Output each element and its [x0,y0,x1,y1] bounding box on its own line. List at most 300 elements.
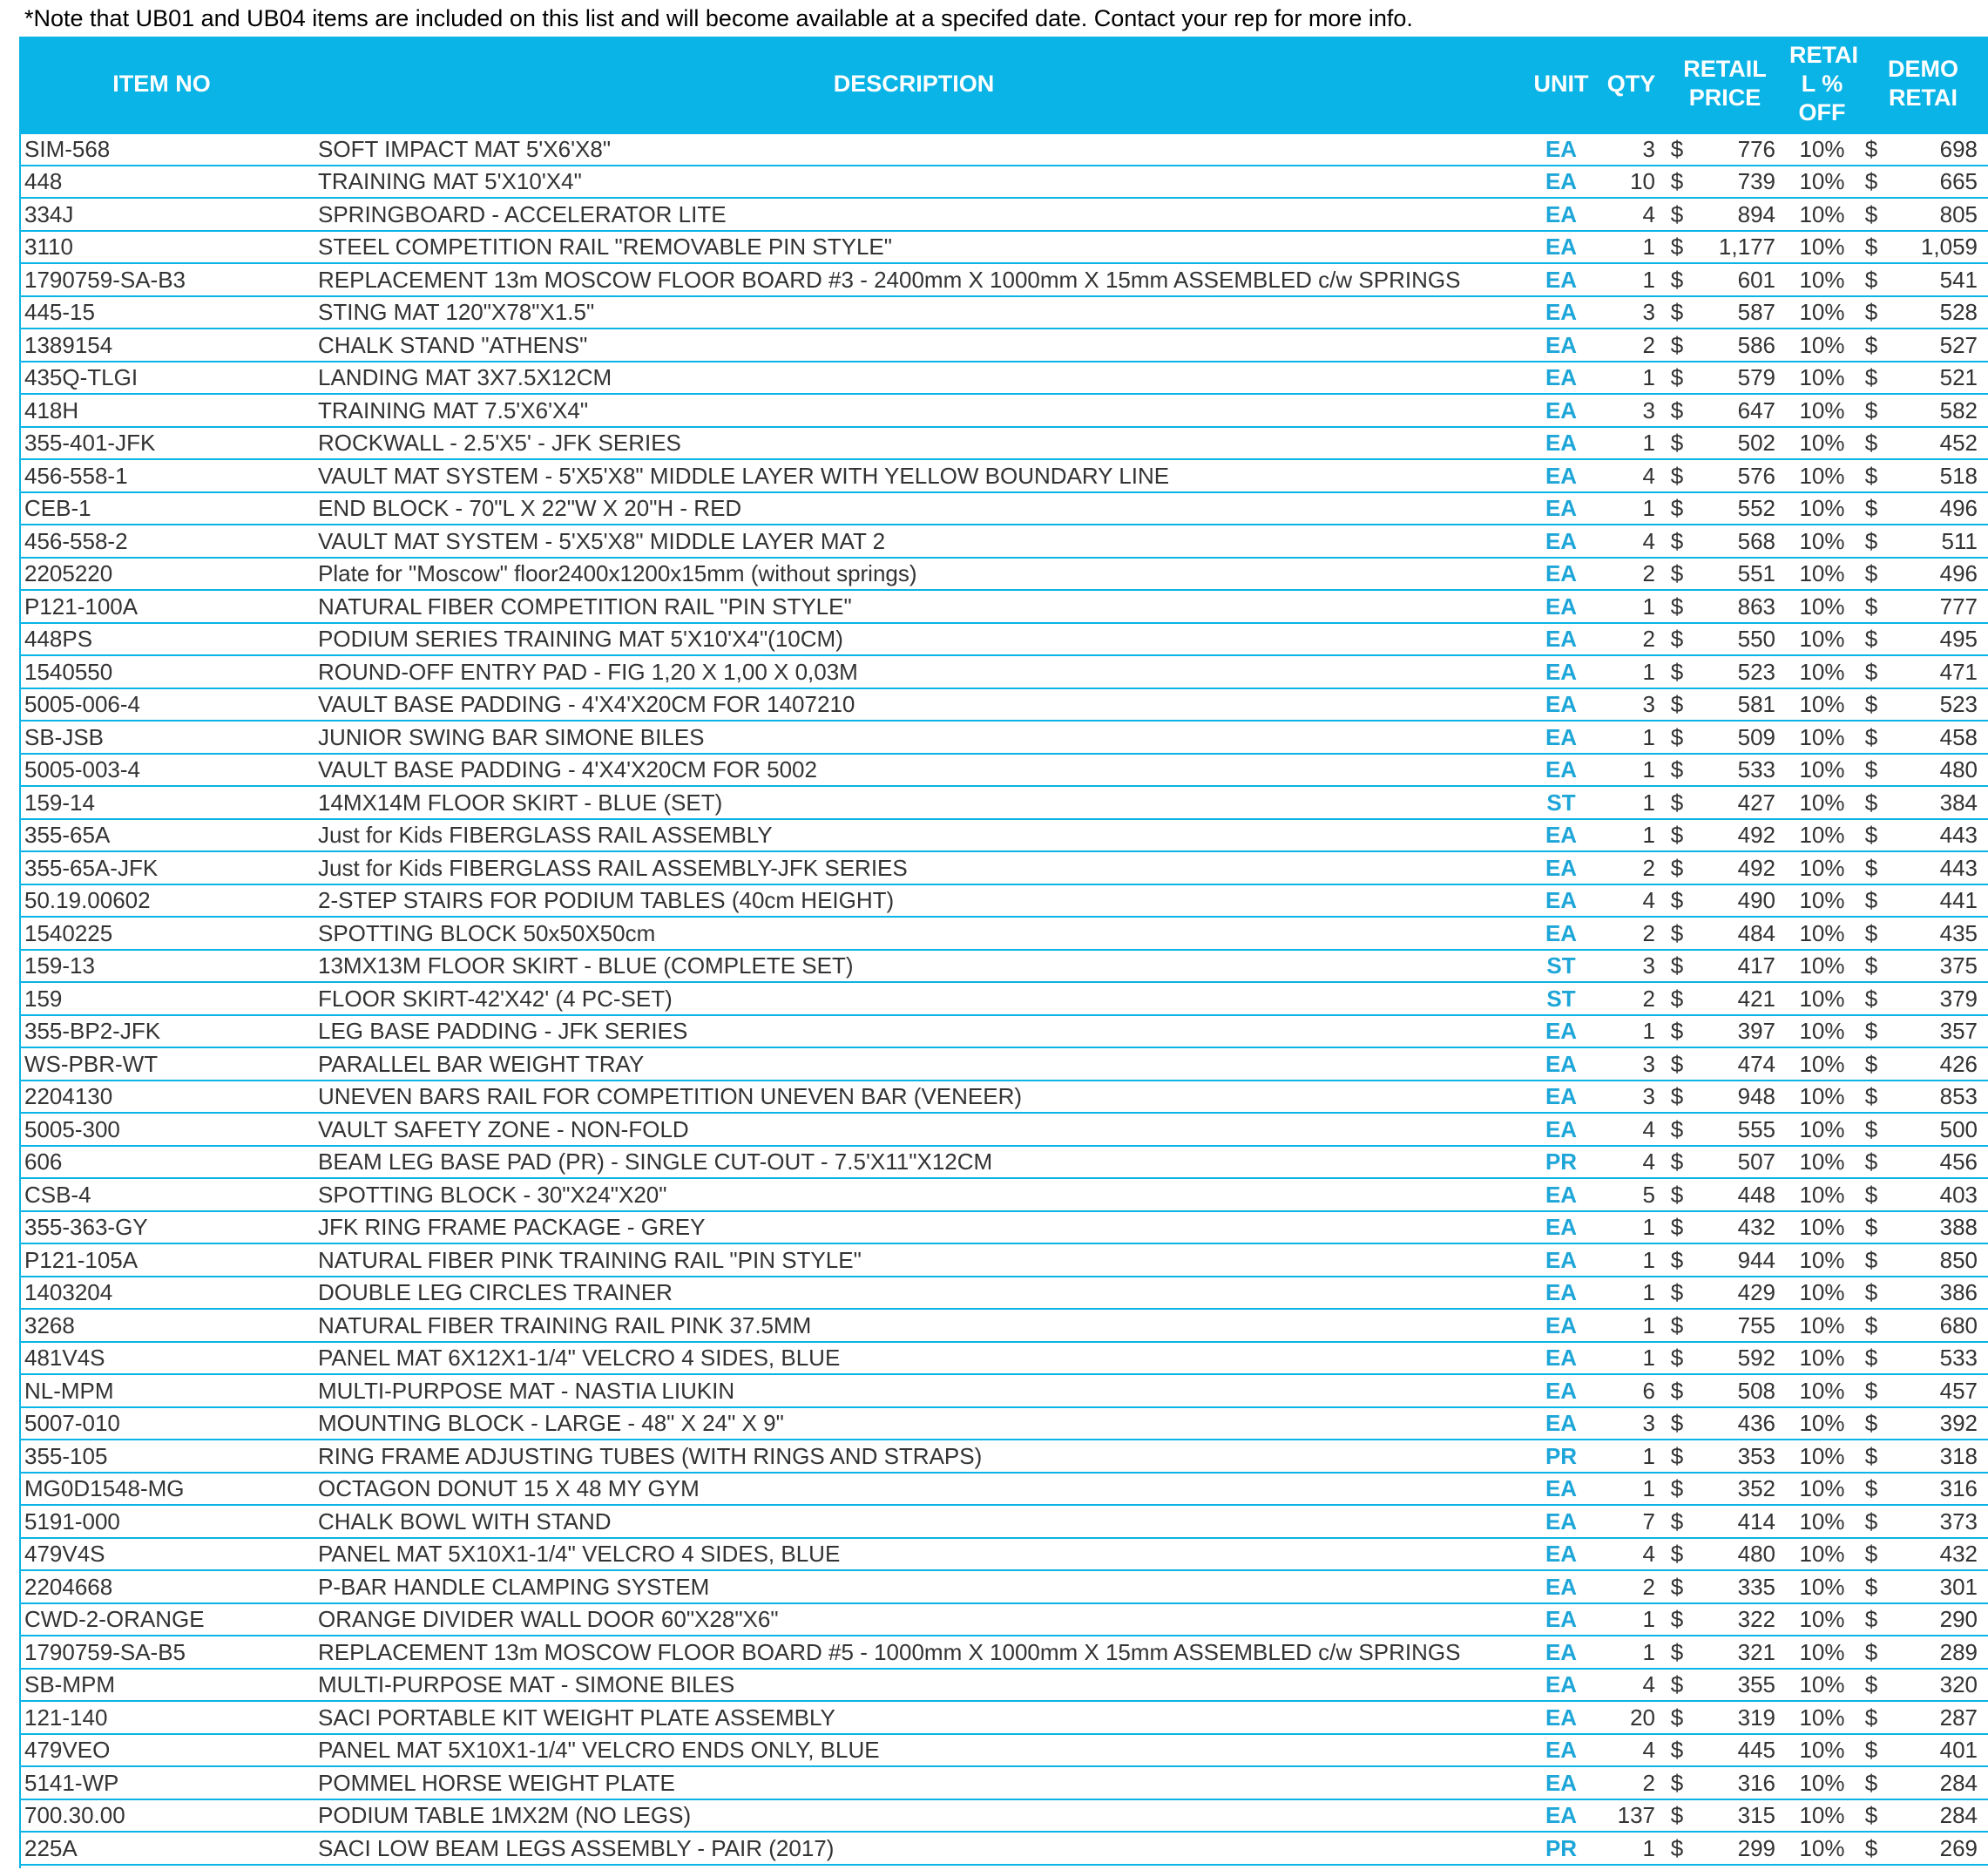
table-row[interactable] [19,819,1988,852]
description-cell: FLOOR SKIRT-42'X42' (4 PC-SET) [304,982,1524,1015]
demo-currency-cell: $ [1858,819,1884,852]
retail-currency-cell: $ [1664,950,1690,983]
retail-pct-off-cell: 10% [1786,427,1858,460]
retail-currency-cell: $ [1664,1440,1690,1473]
table-row[interactable] [19,1832,1988,1865]
item-no-cell: P121-105A [19,1243,304,1277]
item-no-cell: 5007-010 [19,1407,304,1440]
unit-cell: EA [1524,394,1599,427]
unit-cell: EA [1524,1636,1599,1669]
demo-retail-cell: 523 [1884,688,1988,722]
item-no-cell: SIM-568 [19,132,304,166]
retail-price-cell: 474 [1690,1047,1786,1081]
demo-retail-cell: 375 [1884,950,1988,983]
table-row[interactable] [19,1277,1988,1310]
item-no-cell: 606 [19,1146,304,1179]
table-row[interactable] [19,851,1988,884]
item-no-cell: 355-105 [19,1440,304,1473]
retail-pct-off-cell: 10% [1786,1342,1858,1375]
item-no-cell: SB-JSB [19,721,304,754]
description-cell: SPRINGBOARD - ACCELERATOR LITE [304,198,1524,231]
item-no-cell: 50.19.00602 [19,884,304,918]
demo-retail-cell: 533 [1884,1342,1988,1375]
retail-currency-cell: $ [1664,525,1690,558]
item-no-cell: 5191-000 [19,1505,304,1538]
demo-currency-cell: $ [1858,525,1884,558]
unit-cell: EA [1524,1505,1599,1538]
table-row[interactable] [19,623,1988,656]
table-row[interactable] [19,1440,1988,1473]
qty-cell: 2 [1599,623,1664,656]
table-row[interactable] [19,263,1988,296]
retail-price-cell: 587 [1690,296,1786,329]
description-cell: BEAM LEG BASE PAD (PR) - SINGLE CUT-OUT - 7.5'X11"X12CM [304,1146,1524,1179]
table-row[interactable] [19,1211,1988,1244]
retail-price-cell: 586 [1690,329,1786,362]
retail-pct-off-cell: 10% [1786,1211,1858,1244]
retail-pct-off-cell: 10% [1786,655,1858,688]
item-no-cell: 355-363-GY [19,1211,304,1244]
table-row[interactable] [19,1015,1988,1048]
retail-currency-cell: $ [1664,1505,1690,1538]
description-cell: NATURAL FIBER COMPETITION RAIL "PIN STYLE" [304,590,1524,623]
item-no-cell: 2205220 [19,558,304,591]
retail-pct-off-cell: 10% [1786,1734,1858,1767]
table-row[interactable] [19,1538,1988,1571]
qty-cell: 3 [1599,132,1664,166]
demo-retail-cell: 777 [1884,590,1988,623]
retail-pct-off-cell: 10% [1786,1832,1858,1865]
retail-currency-cell: $ [1664,1538,1690,1571]
retail-currency-cell: $ [1664,394,1690,427]
retail-price-cell: 448 [1690,1178,1786,1211]
header-demo-retail[interactable] [1858,37,1988,132]
retail-currency-cell: $ [1664,1342,1690,1375]
demo-retail-cell: 850 [1884,1243,1988,1277]
table-row[interactable] [19,688,1988,722]
demo-retail-cell: 456 [1884,1146,1988,1179]
retail-price-cell: 507 [1690,1146,1786,1179]
item-no-cell: 435Q-TLGI [19,362,304,395]
retail-currency-cell: $ [1664,1669,1690,1702]
demo-retail-cell: 1,059 [1884,231,1988,264]
table-row[interactable] [19,1636,1988,1669]
retail-currency-cell: $ [1664,1211,1690,1244]
retail-pct-off-cell: 10% [1786,917,1858,950]
unit-cell: EA [1524,1669,1599,1702]
qty-cell: 7 [1599,1505,1664,1538]
demo-retail-cell: 480 [1884,754,1988,787]
retail-pct-off-cell: 10% [1786,1570,1858,1603]
demo-retail-cell: 384 [1884,786,1988,819]
demo-retail-cell: 316 [1884,1473,1988,1506]
retail-price-cell: 490 [1690,884,1786,918]
item-no-cell: 225A [19,1832,304,1865]
demo-retail-cell: 680 [1884,1309,1988,1342]
header-retail-price[interactable] [1664,37,1786,132]
retail-currency-cell: $ [1664,1766,1690,1799]
retail-pct-off-cell: 10% [1786,950,1858,983]
demo-currency-cell: $ [1858,851,1884,884]
table-row[interactable] [19,1178,1988,1211]
qty-cell: 2 [1599,851,1664,884]
table-row[interactable] [19,558,1988,591]
demo-retail-cell: 284 [1884,1766,1988,1799]
table-row[interactable] [19,1799,1988,1833]
table-row[interactable] [19,917,1988,950]
demo-currency-cell: $ [1858,459,1884,492]
unit-cell: EA [1524,590,1599,623]
retail-currency-cell: $ [1664,1113,1690,1146]
table-row[interactable] [19,427,1988,460]
description-cell: SOFT IMPACT MAT 5'X6'X8" [304,132,1524,166]
qty-cell: 3 [1599,394,1664,427]
qty-cell: 6 [1599,1374,1664,1407]
description-cell: END BLOCK - 70"L X 22"W X 20"H - RED [304,492,1524,525]
demo-retail-cell: 392 [1884,1407,1988,1440]
retail-price-cell: 480 [1690,1538,1786,1571]
demo-currency-cell: $ [1858,1342,1884,1375]
table-row[interactable] [19,1570,1988,1603]
table-row[interactable] [19,231,1988,264]
header-retail-pct-off[interactable] [1786,37,1858,132]
demo-currency-cell: $ [1858,1113,1884,1146]
retail-price-cell: 508 [1690,1374,1786,1407]
demo-currency-cell: $ [1858,917,1884,950]
retail-pct-off-cell: 10% [1786,459,1858,492]
retail-price-cell: 894 [1690,198,1786,231]
table-row[interactable] [19,1701,1988,1734]
retail-pct-off-cell: 10% [1786,884,1858,918]
unit-cell: EA [1524,754,1599,787]
demo-currency-cell: $ [1858,231,1884,264]
retail-pct-off-cell: 10% [1786,132,1858,166]
retail-price-cell: 432 [1690,1211,1786,1244]
table-header-row [19,37,1988,132]
retail-pct-off-cell: 10% [1786,1178,1858,1211]
table-row[interactable] [19,1243,1988,1277]
description-cell: CHALK STAND "ATHENS" [304,329,1524,362]
item-no-cell: 334J [19,198,304,231]
table-row[interactable] [19,166,1988,199]
table-row[interactable] [19,459,1988,492]
qty-cell: 4 [1599,1734,1664,1767]
retail-currency-cell: $ [1664,1799,1690,1833]
description-cell: TRAINING MAT 7.5'X6'X4" [304,394,1524,427]
table-row[interactable] [19,1603,1988,1636]
retail-price-cell: 335 [1690,1570,1786,1603]
item-no-cell: 5005-003-4 [19,754,304,787]
table-row[interactable] [19,1342,1988,1375]
demo-currency-cell: $ [1858,492,1884,525]
unit-cell: ST [1524,982,1599,1015]
demo-currency-cell: $ [1858,1015,1884,1048]
retail-price-cell: 492 [1690,851,1786,884]
retail-pct-off-cell: 10% [1786,1766,1858,1799]
retail-price-cell: 948 [1690,1081,1786,1114]
retail-currency-cell: $ [1664,1603,1690,1636]
table-row[interactable] [19,132,1988,166]
qty-cell: 4 [1599,1146,1664,1179]
description-cell: VAULT BASE PADDING - 4'X4'X20CM FOR 5002 [304,754,1524,787]
retail-pct-off-cell: 10% [1786,1473,1858,1506]
item-no-cell: 1403204 [19,1277,304,1310]
table-row[interactable] [19,1146,1988,1179]
table-row[interactable] [19,362,1988,395]
table-row[interactable] [19,1374,1988,1407]
item-no-cell: 481V4S [19,1342,304,1375]
unit-cell: EA [1524,721,1599,754]
retail-pct-off-cell: 10% [1786,1113,1858,1146]
qty-cell: 1 [1599,590,1664,623]
table-row[interactable] [19,492,1988,525]
table-row[interactable] [19,1669,1988,1702]
demo-currency-cell: $ [1858,198,1884,231]
table-row[interactable] [19,1734,1988,1767]
retail-pct-off-cell: 10% [1786,1277,1858,1310]
table-row[interactable] [19,982,1988,1015]
unit-cell: EA [1524,1473,1599,1506]
demo-currency-cell: $ [1858,1766,1884,1799]
unit-cell: EA [1524,492,1599,525]
retail-currency-cell: $ [1664,132,1690,166]
description-cell: 2-STEP STAIRS FOR PODIUM TABLES (40cm HEIGHT) [304,884,1524,918]
description-cell: NATURAL FIBER TRAINING RAIL PINK 37.5MM [304,1309,1524,1342]
retail-pct-off-cell: 10% [1786,590,1858,623]
unit-cell: EA [1524,525,1599,558]
table-row[interactable] [19,1473,1988,1506]
demo-currency-cell: $ [1858,1538,1884,1571]
description-cell: ROCKWALL - 2.5'X5' - JFK SERIES [304,427,1524,460]
unit-cell: EA [1524,459,1599,492]
demo-currency-cell: $ [1858,655,1884,688]
table-row[interactable] [19,198,1988,231]
unit-cell: EA [1524,851,1599,884]
unit-cell: EA [1524,329,1599,362]
retail-currency-cell: $ [1664,754,1690,787]
description-cell: POMMEL HORSE WEIGHT PLATE [304,1766,1524,1799]
qty-cell: 1 [1599,1832,1664,1865]
description-cell: PANEL MAT 5X10X1-1/4" VELCRO ENDS ONLY, BLUE [304,1734,1524,1767]
demo-currency-cell: $ [1858,1473,1884,1506]
retail-currency-cell: $ [1664,1309,1690,1342]
retail-price-cell: 739 [1690,166,1786,199]
qty-cell: 1 [1599,231,1664,264]
demo-currency-cell: $ [1858,786,1884,819]
table-row[interactable] [19,1113,1988,1146]
retail-price-cell: 552 [1690,492,1786,525]
description-cell: ROUND-OFF ENTRY PAD - FIG 1,20 X 1,00 X 0,03M [304,655,1524,688]
qty-cell: 3 [1599,1407,1664,1440]
demo-retail-cell: 521 [1884,362,1988,395]
unit-cell: EA [1524,1570,1599,1603]
demo-currency-cell: $ [1858,1146,1884,1179]
demo-currency-cell: $ [1858,590,1884,623]
unit-cell: EA [1524,1309,1599,1342]
description-cell: REPLACEMENT 13m MOSCOW FLOOR BOARD #3 - 2400mm X 1000mm X 15mm ASSEMBLED c/w SPRINGS [304,263,1524,296]
item-no-cell: MG0D1548-MG [19,1473,304,1506]
demo-retail-cell: 432 [1884,1538,1988,1571]
retail-price-cell: 576 [1690,459,1786,492]
table-row[interactable] [19,1047,1988,1081]
demo-currency-cell: $ [1858,1636,1884,1669]
table-row[interactable] [19,950,1988,983]
demo-retail-cell: 403 [1884,1178,1988,1211]
item-no-cell: 1790759-SA-B5 [19,1636,304,1669]
retail-pct-off-cell: 10% [1786,1636,1858,1669]
unit-cell: EA [1524,1766,1599,1799]
retail-price-cell: 315 [1690,1799,1786,1833]
demo-retail-cell: 435 [1884,917,1988,950]
qty-cell: 1 [1599,786,1664,819]
description-cell: VAULT SAFETY ZONE - NON-FOLD [304,1113,1524,1146]
retail-currency-cell: $ [1664,1178,1690,1211]
table-row[interactable] [19,1081,1988,1114]
demo-retail-cell: 287 [1884,1701,1988,1734]
retail-currency-cell: $ [1664,786,1690,819]
retail-price-cell: 863 [1690,590,1786,623]
unit-cell: EA [1524,231,1599,264]
demo-retail-cell: 452 [1884,427,1988,460]
demo-currency-cell: $ [1858,1309,1884,1342]
demo-retail-cell: 290 [1884,1603,1988,1636]
demo-currency-cell: $ [1858,623,1884,656]
retail-price-cell: 555 [1690,1113,1786,1146]
retail-currency-cell: $ [1664,1243,1690,1277]
retail-currency-cell: $ [1664,492,1690,525]
demo-currency-cell: $ [1858,1734,1884,1767]
unit-cell: EA [1524,198,1599,231]
header-unit[interactable]: UNIT [1524,37,1599,132]
unit-cell: EA [1524,362,1599,395]
retail-currency-cell: $ [1664,851,1690,884]
retail-pct-off-cell: 10% [1786,1081,1858,1114]
qty-cell: 137 [1599,1799,1664,1833]
item-no-cell: CSB-4 [19,1178,304,1211]
unit-cell: ST [1524,950,1599,983]
demo-currency-cell: $ [1858,1081,1884,1114]
retail-pct-off-cell: 10% [1786,1603,1858,1636]
table-row[interactable] [19,754,1988,787]
retail-currency-cell: $ [1664,1146,1690,1179]
demo-currency-cell: $ [1858,558,1884,591]
table-row[interactable] [19,1309,1988,1342]
demo-retail-cell: 665 [1884,166,1988,199]
header-item-no[interactable]: ITEM NO [19,37,304,132]
description-cell: OCTAGON DONUT 15 X 48 MY GYM [304,1473,1524,1506]
header-demo-retail-line-1: DEMO [1888,56,1958,83]
retail-currency-cell: $ [1664,296,1690,329]
retail-price-cell: 523 [1690,655,1786,688]
description-cell: PODIUM TABLE 1MX2M (NO LEGS) [304,1799,1524,1833]
header-retail-pct-off-line-3: OFF [1798,98,1846,125]
retail-pct-off-cell: 10% [1786,1374,1858,1407]
retail-price-cell: 427 [1690,786,1786,819]
retail-currency-cell: $ [1664,917,1690,950]
qty-cell: 1 [1599,1440,1664,1473]
unit-cell: EA [1524,1015,1599,1048]
retail-pct-off-cell: 10% [1786,1146,1858,1179]
description-cell: Plate for "Moscow" floor2400x1200x15mm (without springs) [304,558,1524,591]
table-row[interactable] [19,394,1988,427]
retail-pct-off-cell: 10% [1786,362,1858,395]
qty-cell: 2 [1599,917,1664,950]
retail-price-cell: 436 [1690,1407,1786,1440]
retail-pct-off-cell: 10% [1786,1701,1858,1734]
table-row[interactable] [19,884,1988,918]
item-no-cell: 159 [19,982,304,1015]
description-cell: CHALK BOWL WITH STAND [304,1505,1524,1538]
description-cell: NATURAL FIBER PINK TRAINING RAIL "PIN STYLE" [304,1243,1524,1277]
unit-cell: EA [1524,1081,1599,1114]
demo-currency-cell: $ [1858,721,1884,754]
demo-retail-cell: 853 [1884,1081,1988,1114]
retail-currency-cell: $ [1664,884,1690,918]
header-description[interactable]: DESCRIPTION [304,37,1524,132]
unit-cell: EA [1524,558,1599,591]
table-row[interactable] [19,590,1988,623]
retail-price-cell: 579 [1690,362,1786,395]
description-cell: UNEVEN BARS RAIL FOR COMPETITION UNEVEN BAR (VENEER) [304,1081,1524,1114]
demo-retail-cell: 357 [1884,1015,1988,1048]
demo-currency-cell: $ [1858,1603,1884,1636]
demo-currency-cell: $ [1858,1374,1884,1407]
demo-currency-cell: $ [1858,362,1884,395]
item-no-cell: 448PS [19,623,304,656]
qty-cell: 2 [1599,1766,1664,1799]
item-no-cell: 5005-006-4 [19,688,304,722]
item-no-cell: SB-MPM [19,1669,304,1702]
retail-price-cell: 551 [1690,558,1786,591]
table-row[interactable] [19,1766,1988,1799]
retail-price-cell: 647 [1690,394,1786,427]
table-row[interactable] [19,655,1988,688]
unit-cell: EA [1524,427,1599,460]
demo-retail-cell: 289 [1884,1636,1988,1669]
unit-cell: EA [1524,1603,1599,1636]
demo-retail-cell: 443 [1884,819,1988,852]
table-row[interactable] [19,1407,1988,1440]
table-row[interactable] [19,1505,1988,1538]
qty-cell: 3 [1599,296,1664,329]
qty-cell: 1 [1599,721,1664,754]
demo-currency-cell: $ [1858,427,1884,460]
table-row[interactable] [19,296,1988,329]
table-row[interactable] [19,525,1988,558]
header-retail-price-line-2: PRICE [1688,85,1761,112]
demo-currency-cell: $ [1858,950,1884,983]
qty-cell: 20 [1599,1701,1664,1734]
qty-cell: 4 [1599,459,1664,492]
unit-cell: ST [1524,786,1599,819]
header-qty[interactable]: QTY [1599,37,1664,132]
table-row[interactable] [19,721,1988,754]
unit-cell: EA [1524,655,1599,688]
item-no-cell: 159-13 [19,950,304,983]
qty-cell: 1 [1599,1243,1664,1277]
item-no-cell: 700.30.00 [19,1799,304,1833]
unit-cell: EA [1524,623,1599,656]
demo-currency-cell: $ [1858,1669,1884,1702]
demo-retail-cell: 320 [1884,1669,1988,1702]
retail-currency-cell: $ [1664,329,1690,362]
qty-cell: 4 [1599,884,1664,918]
table-row[interactable] [19,786,1988,819]
table-row[interactable] [19,329,1988,362]
retail-price-cell: 484 [1690,917,1786,950]
demo-retail-cell: 518 [1884,459,1988,492]
unit-cell: EA [1524,1047,1599,1081]
